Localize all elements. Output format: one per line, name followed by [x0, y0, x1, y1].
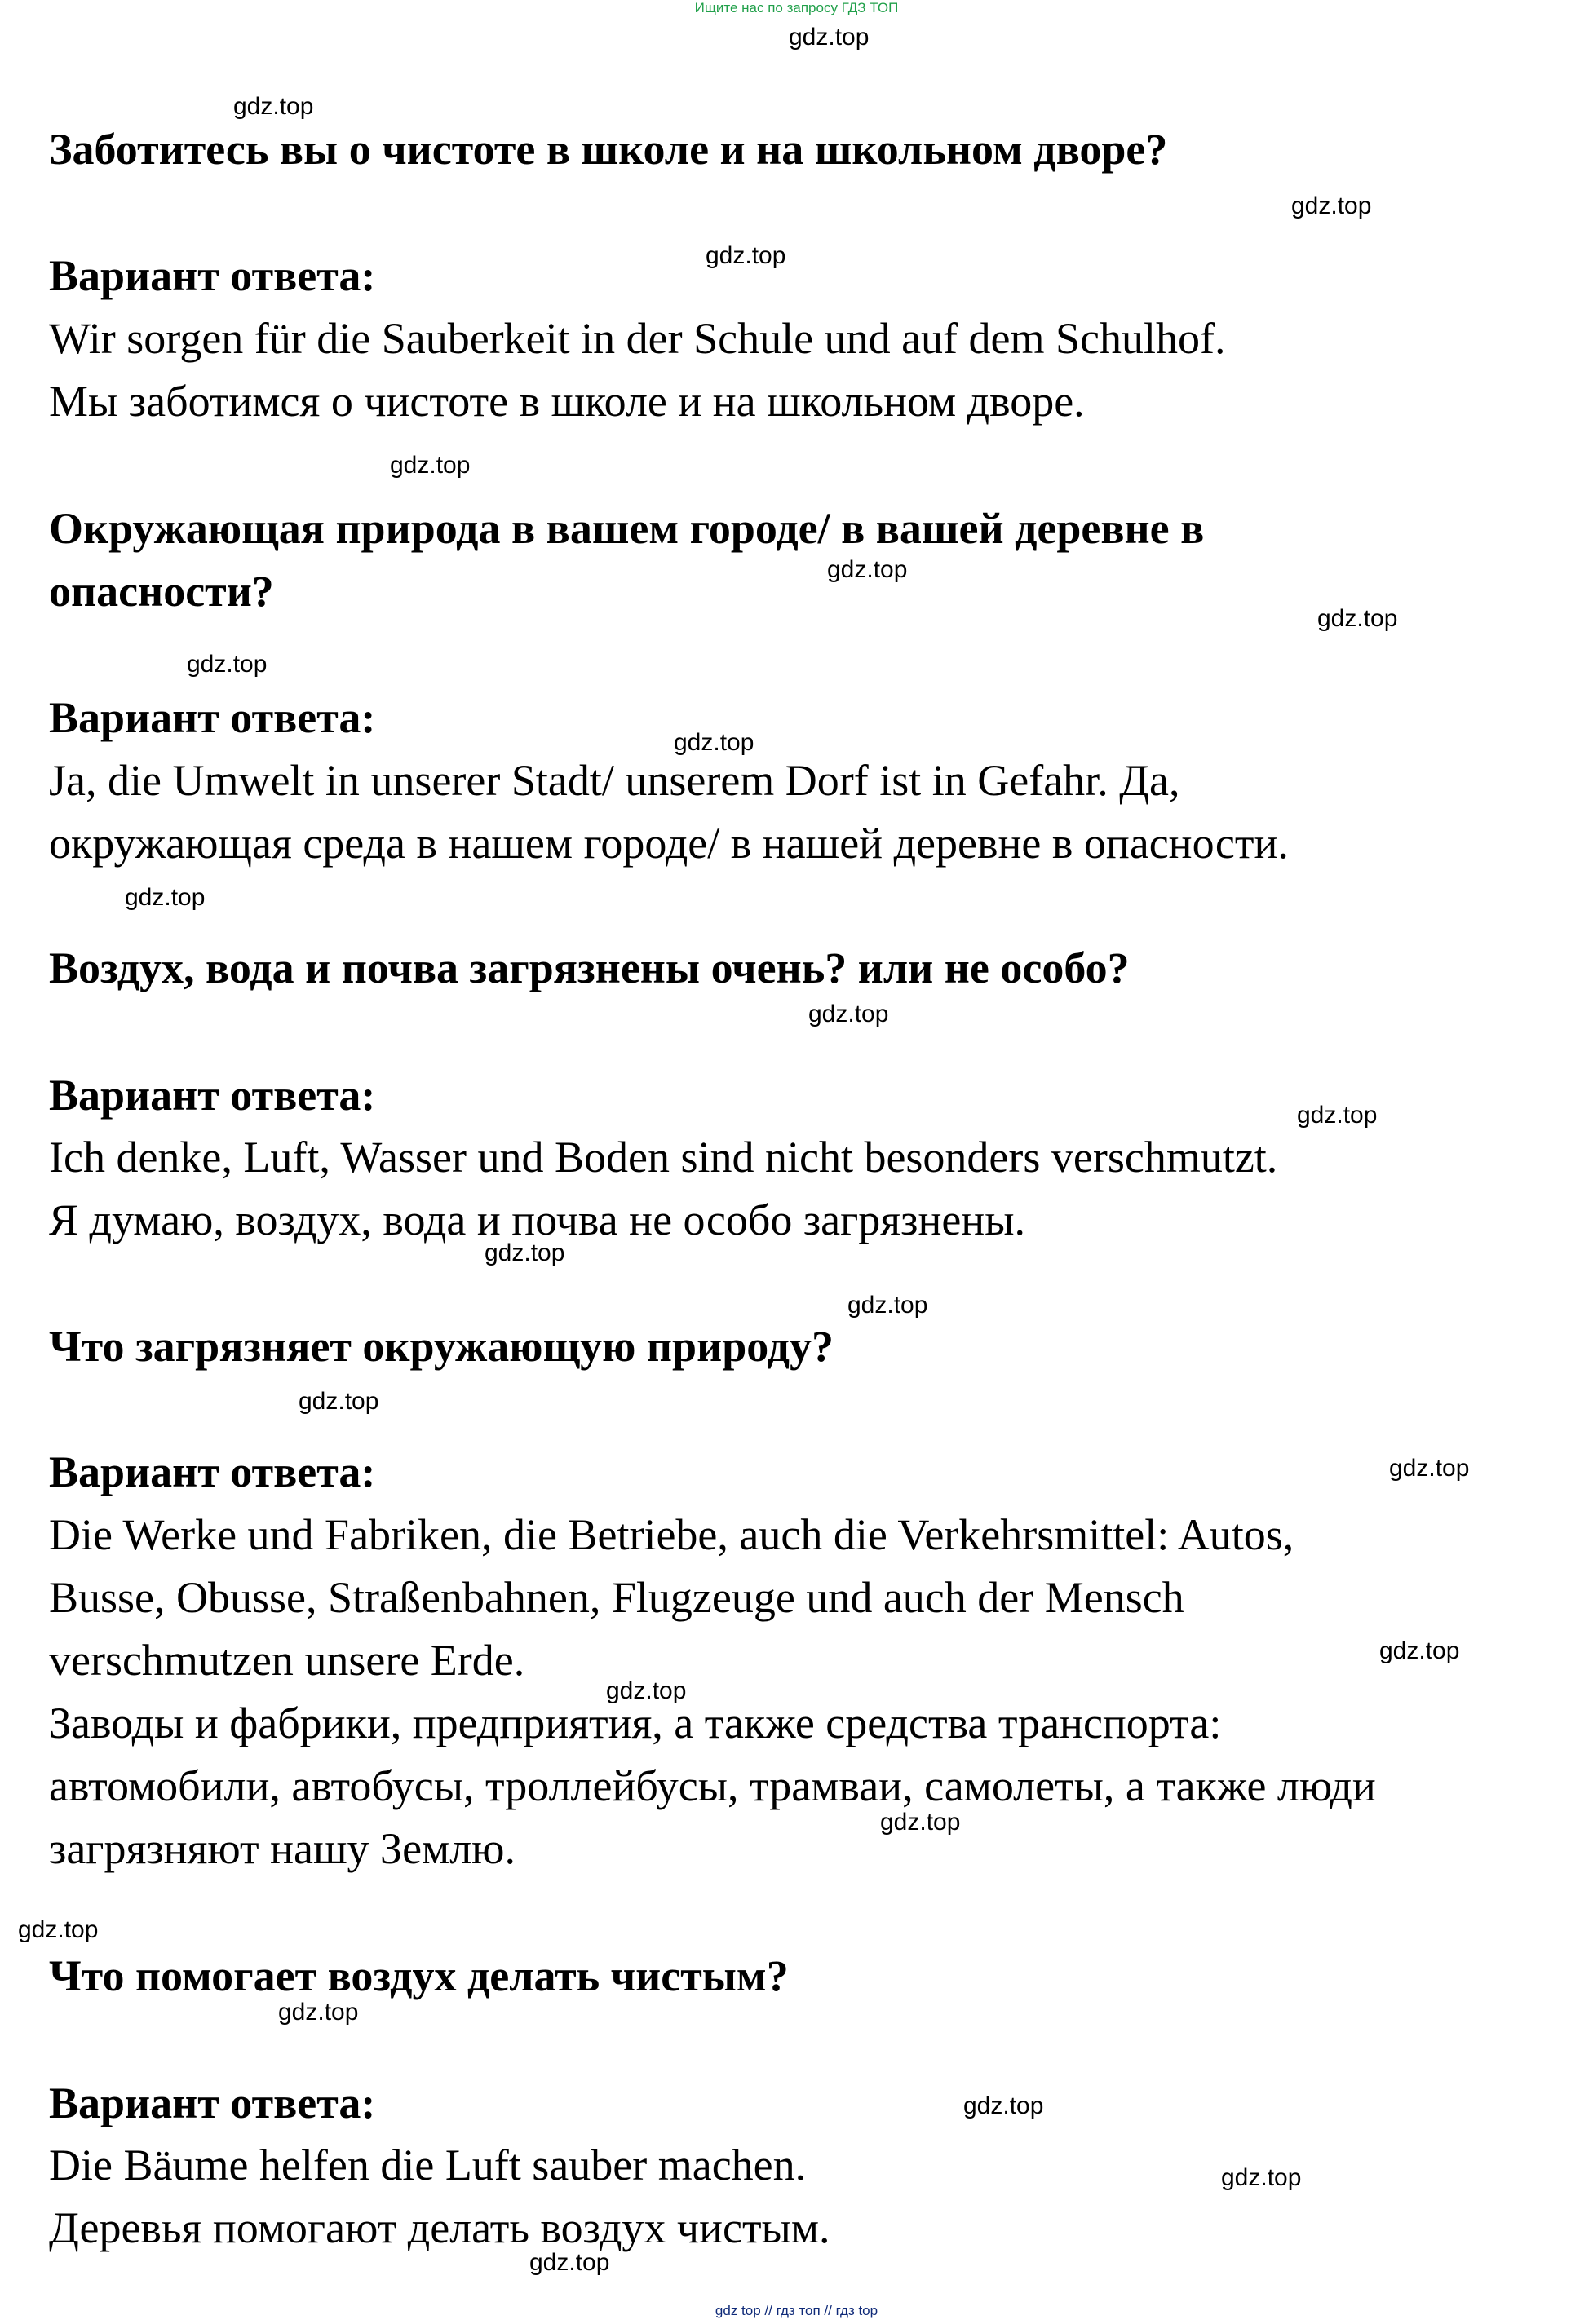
watermark: gdz.top: [1221, 2164, 1302, 2191]
question-3-line-1: Воздух, вода и почва загрязнены очень? или не особо?: [49, 943, 1130, 992]
answer-2-line-2: окружающая среда в нашем городе/ в нашей деревне в опасности.: [49, 819, 1289, 868]
watermark: gdz.top: [125, 884, 206, 911]
answer-4-line-3: verschmutzen unsere Erde.: [49, 1636, 525, 1685]
watermark: gdz.top: [390, 452, 471, 479]
answer-1: [49, 307, 1225, 433]
answer-5: [49, 2134, 830, 2260]
watermark: gdz.top: [847, 1292, 928, 1319]
question-5: [49, 1945, 789, 2008]
answer-label-3: Вариант ответа:: [49, 1071, 376, 1120]
watermark: gdz.top: [187, 651, 268, 678]
watermark: gdz.top: [1297, 1102, 1378, 1129]
watermark: gdz.top: [827, 556, 908, 583]
answer-label-1: Вариант ответа:: [49, 251, 376, 300]
answer-1-line-2: Мы заботимся о чистоте в школе и на школьном дворе.: [49, 377, 1085, 426]
answer-5-line-1: Die Bäume helfen die Luft sauber machen.: [49, 2141, 807, 2189]
question-5-line-1: Что помогает воздух делать чистым?: [49, 1951, 789, 2000]
question-2-line-2: опасности?: [49, 567, 274, 616]
footer-watermark: gdz top // гдз топ // гдз top: [715, 2303, 878, 2318]
watermark: gdz.top: [299, 1388, 379, 1415]
watermark: gdz.top: [233, 93, 314, 120]
watermark: gdz.top: [278, 1999, 359, 2026]
question-2-line-1: Окружающая природа в вашем городе/ в вашей деревне в: [49, 504, 1205, 553]
question-1: [49, 118, 1167, 181]
watermark: gdz.top: [880, 1809, 961, 1836]
answer-2: [49, 749, 1289, 875]
answer-label-4: Вариант ответа:: [49, 1447, 376, 1496]
answer-3: [49, 1126, 1277, 1252]
question-1-line-1: Заботитесь вы о чистоте в школе и на школьном дворе?: [49, 125, 1168, 174]
header-site-watermark: gdz.top: [789, 24, 870, 51]
answer-2-line-1: Ja, die Umwelt in unserer Stadt/ unserem Dorf ist in Gefahr. Да,: [49, 756, 1180, 805]
answer-1-line-1: Wir sorgen für die Sauberkeit in der Schule und auf dem Schulhof.: [49, 314, 1226, 363]
answer-5-line-2: Деревья помогают делать воздух чистым.: [49, 2203, 830, 2252]
watermark: gdz.top: [706, 242, 786, 269]
answer-3-line-2: Я думаю, воздух, вода и почва не особо загрязнены.: [49, 1195, 1025, 1244]
watermark: gdz.top: [18, 1916, 99, 1943]
question-4: [49, 1315, 834, 1378]
watermark: gdz.top: [963, 2092, 1044, 2119]
watermark: gdz.top: [606, 1677, 687, 1704]
watermark: gdz.top: [529, 2249, 610, 2276]
watermark: gdz.top: [1389, 1455, 1470, 1482]
watermark: gdz.top: [1379, 1637, 1460, 1664]
answer-label-2: Вариант ответа:: [49, 693, 376, 742]
question-3: [49, 937, 1130, 1000]
watermark: gdz.top: [1317, 605, 1398, 632]
answer-4-line-4: Заводы и фабрики, предприятия, а также средства транспорта:: [49, 1699, 1222, 1747]
answer-3-line-1: Ich denke, Luft, Wasser und Boden sind nicht besonders verschmutzt.: [49, 1133, 1278, 1182]
question-2: [49, 497, 1204, 623]
watermark: gdz.top: [674, 729, 754, 756]
answer-label-5: Вариант ответа:: [49, 2079, 376, 2127]
answer-4-line-5: автомобили, автобусы, троллейбусы, трамваи, самолеты, а также люди: [49, 1761, 1376, 1810]
question-4-line-1: Что загрязняет окружающую природу?: [49, 1322, 834, 1371]
watermark: gdz.top: [485, 1239, 565, 1266]
watermark: gdz.top: [1291, 192, 1372, 219]
top-banner: Ищите нас по запросу ГДЗ ТОП: [694, 0, 899, 15]
watermark: gdz.top: [808, 1001, 889, 1027]
answer-4: [49, 1504, 1376, 1880]
answer-4-line-1: Die Werke und Fabriken, die Betriebe, auch die Verkehrsmittel: Autos,: [49, 1510, 1294, 1559]
answer-4-line-6: загрязняют нашу Землю.: [49, 1824, 516, 1873]
answer-4-line-2: Busse, Obusse, Straßenbahnen, Flugzeuge und auch der Mensch: [49, 1573, 1184, 1622]
